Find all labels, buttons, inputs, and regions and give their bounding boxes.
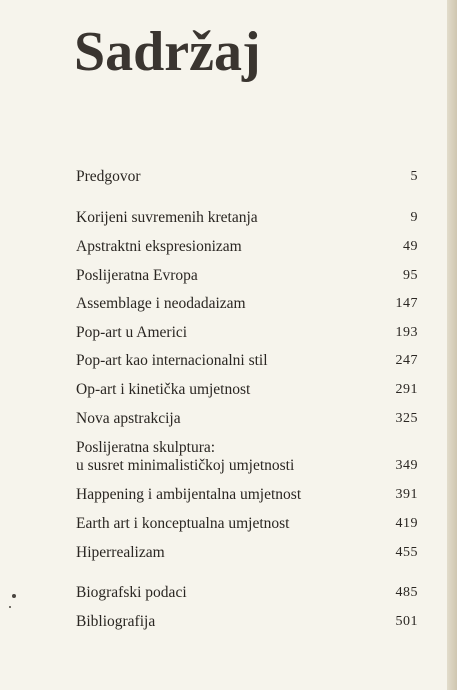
toc-entry — [76, 439, 418, 475]
toc-entry-page: 391 — [395, 487, 418, 502]
toc-entry-page: 95 — [403, 268, 418, 283]
toc-entry-title: Poslijeratna Evropa — [76, 267, 198, 284]
toc-entry-title: Bibliografija — [76, 613, 156, 630]
toc-entry-page: 9 — [410, 210, 418, 225]
toc-entry-page: 349 — [395, 458, 418, 473]
toc-entry-title: Earth art i konceptualna umjetnost — [76, 515, 290, 532]
toc-entry-page: 501 — [395, 614, 418, 629]
toc-entry — [76, 381, 418, 399]
page-edge — [447, 0, 457, 690]
toc-entry-title: Pop-art kao internacionalni stil — [76, 352, 268, 369]
toc-entry-title: Op-art i kinetička umjetnost — [76, 381, 251, 398]
toc-entry-title: Apstraktni ekspresionizam — [76, 238, 242, 255]
toc-entry-page: 325 — [395, 411, 418, 426]
toc-entry-page: 455 — [395, 545, 418, 560]
toc-entry-title: Hiperrealizam — [76, 544, 165, 561]
toc-entry — [76, 410, 418, 428]
ink-speck — [9, 606, 11, 608]
toc-entry — [76, 168, 418, 186]
toc-entry-title: Predgovor — [76, 168, 141, 185]
toc-entry — [76, 613, 418, 631]
toc-entry-page: 291 — [395, 382, 418, 397]
toc-entry-title: Korijeni suvremenih kretanja — [76, 209, 258, 226]
toc-entry-title: Pop-art u Americi — [76, 324, 188, 341]
toc-entry — [76, 267, 418, 285]
toc-entry-page: 193 — [395, 325, 418, 340]
toc-entry-page: 419 — [395, 516, 418, 531]
toc-entry-page: 5 — [410, 169, 418, 184]
toc-entry — [76, 295, 418, 313]
toc-entry-page: 147 — [395, 296, 418, 311]
toc-entry-title: Biografski podaci — [76, 584, 187, 601]
toc-entry-title: Nova apstrakcija — [76, 410, 181, 427]
toc-entry — [76, 209, 418, 227]
toc-entry — [76, 238, 418, 256]
toc-entry-page: 247 — [395, 353, 418, 368]
ink-speck — [12, 594, 16, 598]
toc-entry-title: Assemblage i neodadaizam — [76, 295, 246, 312]
toc-entry — [76, 324, 418, 342]
toc-entry — [76, 584, 418, 602]
toc-entry-title: Happening i ambijentalna umjetnost — [76, 486, 302, 503]
toc-entry — [76, 515, 418, 533]
toc-entry — [76, 544, 418, 562]
toc-entry-page: 49 — [403, 239, 418, 254]
toc-entry-page: 485 — [395, 585, 418, 600]
page-title: Sadržaj — [74, 21, 261, 83]
toc-entry — [76, 486, 418, 504]
toc-entry-title-line1: Poslijeratna skulptura: — [76, 439, 216, 456]
toc-entry — [76, 352, 418, 370]
toc-entry-title-line2: u susret minimalističkoj umjetnosti — [76, 457, 295, 474]
